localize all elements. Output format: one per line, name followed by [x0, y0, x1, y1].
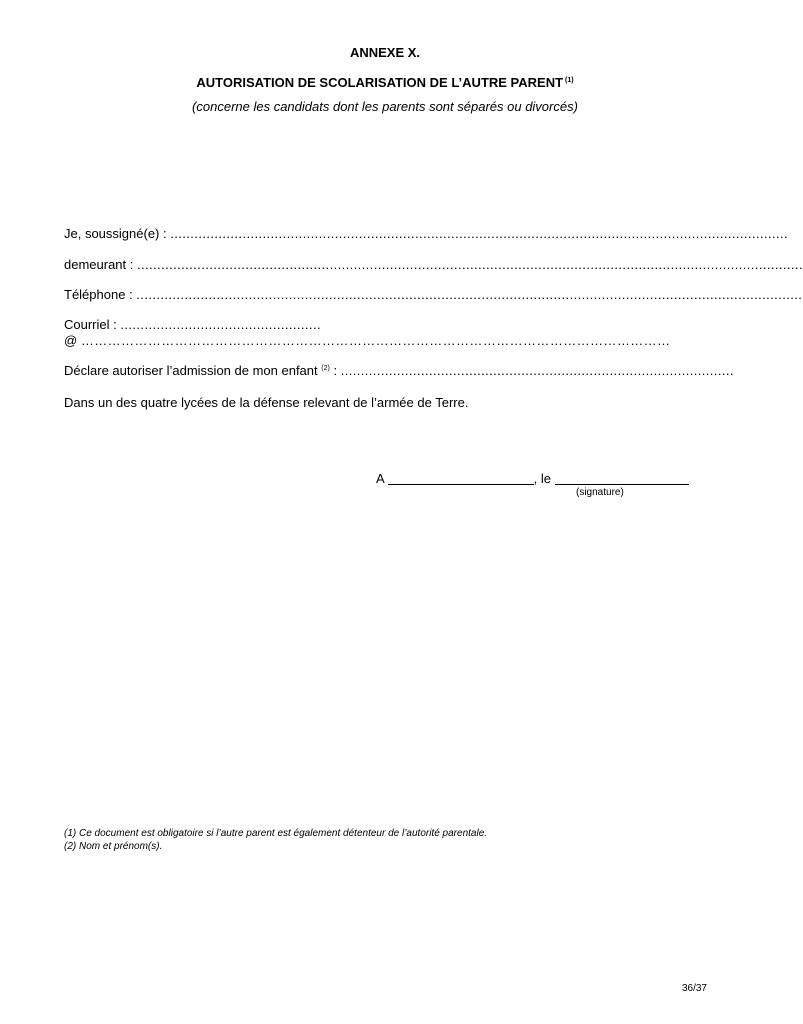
- at-field[interactable]: ……………………………………………………………………………………………………………………: [80, 333, 671, 348]
- declare-colon: :: [333, 363, 338, 378]
- courriel-field[interactable]: ..................................................: [120, 317, 321, 332]
- place-prefix: A: [376, 471, 384, 486]
- courriel-line: [64, 317, 321, 332]
- demeurant-label: demeurant :: [64, 257, 134, 272]
- telephone-label: Téléphone :: [64, 287, 133, 302]
- courriel-label: Courriel :: [64, 317, 117, 332]
- soussigne-line: [64, 226, 789, 241]
- demeurant-field[interactable]: ......................................................................................................................................................................: [137, 257, 803, 272]
- document-note: (concerne les candidats dont les parents sont séparés ou divorcés): [192, 99, 578, 114]
- telephone-field[interactable]: ......................................................................................................................................................................: [136, 287, 803, 302]
- date-prefix: , le: [533, 471, 551, 486]
- footnote-2: (2) Nom et prénom(s).: [64, 841, 163, 852]
- at-label: @: [64, 333, 78, 348]
- signature-place-date: [376, 471, 689, 486]
- signature-label: (signature): [576, 487, 624, 498]
- place-field[interactable]: [388, 471, 534, 485]
- lycees-text: Dans un des quatre lycées de la défense relevant de l’armée de Terre.: [64, 395, 469, 410]
- at-line: [64, 333, 671, 348]
- annex-title: ANNEXE X.: [349, 45, 421, 60]
- telephone-line: [64, 287, 803, 302]
- date-field[interactable]: [555, 471, 689, 485]
- declare-label: Déclare autoriser l’admission de mon enfant: [64, 363, 318, 378]
- enfant-field[interactable]: ..................................................................................................: [340, 363, 734, 378]
- soussigne-label: Je, soussigné(e) :: [64, 226, 167, 241]
- page-number: 36/37: [681, 983, 707, 994]
- footnote-1: (1) Ce document est obligatoire si l’autre parent est également détenteur de l’autorité parentale.: [64, 828, 488, 839]
- soussigne-field[interactable]: ..........................................................................................................................................................: [170, 226, 789, 241]
- declare-footnote-ref: (2): [321, 365, 330, 372]
- subtitle-footnote-ref: (1): [565, 77, 574, 84]
- document-subtitle: [0, 75, 770, 90]
- declare-line: [64, 363, 734, 378]
- demeurant-line: [64, 257, 803, 272]
- subtitle-text: AUTORISATION DE SCOLARISATION DE L’AUTRE PARENT: [196, 75, 564, 90]
